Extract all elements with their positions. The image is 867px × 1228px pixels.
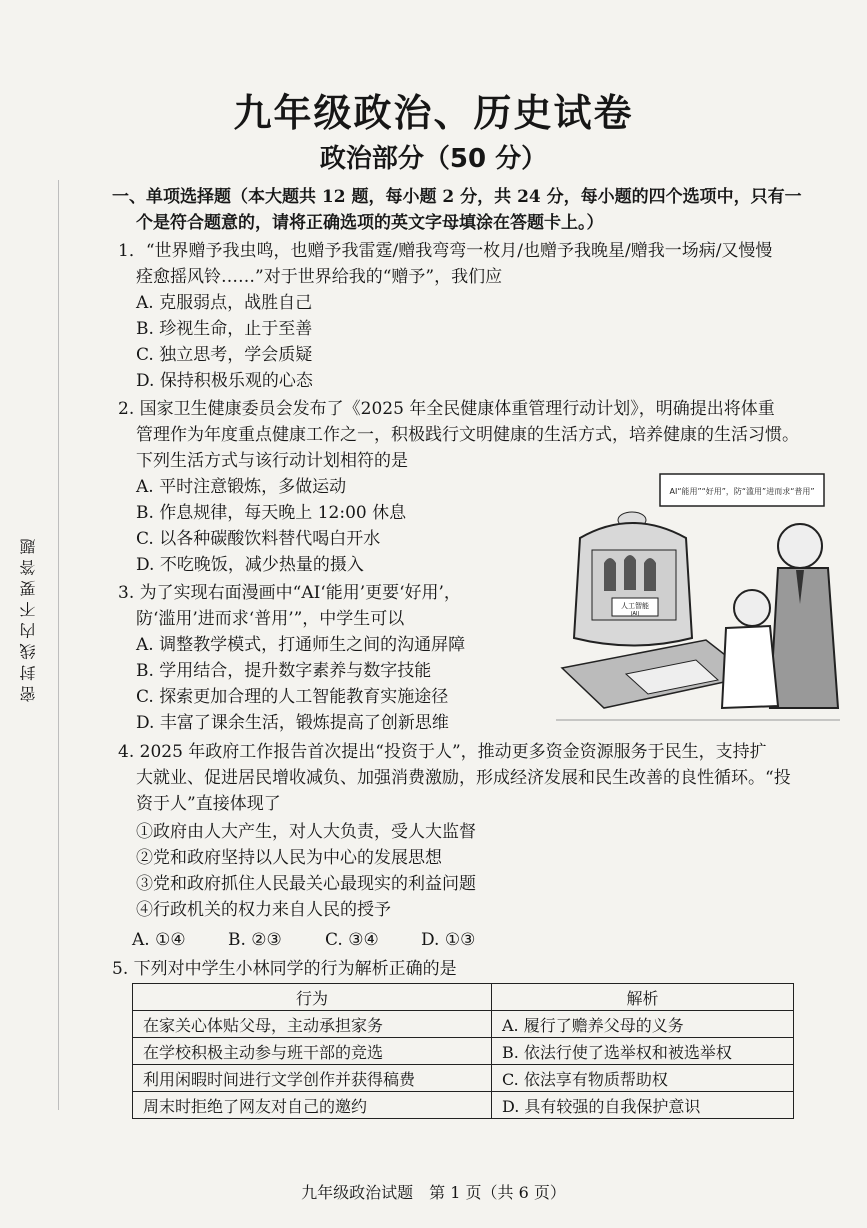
table-header-analysis: 解析 <box>492 984 794 1011</box>
q1-option-d: D. 保持积极乐观的心态 <box>136 371 313 391</box>
analysis-cell: C. 依法享有物质帮助权 <box>492 1065 794 1092</box>
page-footer: 九年级政治试题 第 1 页（共 6 页） <box>301 1183 566 1202</box>
ai-education-comic <box>556 468 840 730</box>
table-row <box>133 1092 794 1119</box>
q4-option-c: C. ③④ <box>325 930 379 950</box>
q4-stem-line1: 4. 2025 年政府工作报告首次提出“投资于人”，推动更多资金资源服务于民生，支持扩 <box>118 742 767 762</box>
q3-option-d: D. 丰富了课余生活，锻炼提高了创新思维 <box>136 713 449 733</box>
q2-option-b: B. 作息规律，每天晚上 12:00 休息 <box>136 503 407 523</box>
comic-speech-text: AI“能用”“好用”，防“滥用”进而求“普用” <box>669 487 815 496</box>
q4-stem-line3: 资于人”直接体现了 <box>136 794 281 814</box>
q2-option-a: A. 平时注意锻炼，多做运动 <box>136 477 347 497</box>
q1-option-b: B. 珍视生命，止于至善 <box>136 319 313 339</box>
q1-stem-line1: 1．“世界赠予我虫鸣，也赠予我雷霆/赠我弯弯一枚月/也赠予我晚星/赠我一场病/又慢慢 <box>118 241 773 261</box>
table-header-behavior: 行为 <box>133 984 492 1011</box>
behavior-cell: 利用闲暇时间进行文学创作并获得稿费 <box>133 1065 492 1092</box>
q2-stem-line1: 2. 国家卫生健康委员会发布了《2025 年全民健康体重管理行动计划》，明确提出将体重 <box>118 399 775 419</box>
q2-option-d: D. 不吃晚饭，减少热量的摄入 <box>136 555 364 575</box>
q4-option-b: B. ②③ <box>228 930 282 950</box>
q4-item-4: ④行政机关的权力来自人民的授予 <box>136 900 391 920</box>
q3-option-c: C. 探索更加合理的人工智能教育实施途径 <box>136 687 449 707</box>
comic-screen-sub: (AI) <box>630 611 640 617</box>
q4-item-1: ①政府由人大产生，对人大负责，受人大监督 <box>136 822 476 842</box>
behavior-cell: 在家关心体贴父母，主动承担家务 <box>133 1011 492 1038</box>
binding-line <box>58 180 59 1110</box>
page-title: 九年级政治、历史试卷 <box>233 91 634 135</box>
q1-option-c: C. 独立思考，学会质疑 <box>136 345 313 365</box>
q2-option-c: C. 以各种碳酸饮料替代喝白开水 <box>136 529 381 549</box>
table-row <box>133 1011 794 1038</box>
analysis-cell: D. 具有较强的自我保护意识 <box>492 1092 794 1119</box>
q4-item-2: ②党和政府坚持以人民为中心的发展思想 <box>136 848 442 868</box>
behavior-cell: 在学校积极主动参与班干部的竞选 <box>133 1038 492 1065</box>
behavior-cell: 周末时拒绝了网友对自己的邀约 <box>133 1092 492 1119</box>
section1-header-line1: 一、单项选择题（本大题共 12 题，每小题 2 分，共 24 分，每小题的四个选项中，只有一 <box>112 187 802 207</box>
table-row <box>133 1038 794 1065</box>
q4-option-d: D. ①③ <box>421 930 476 950</box>
q3-stem-line1: 3. 为了实现右面漫画中“AI‘能用’更要‘好用’， <box>118 583 461 603</box>
q3-option-b: B. 学用结合，提升数字素养与数字技能 <box>136 661 432 681</box>
q5-stem: 5. 下列对中学生小林同学的行为解析正确的是 <box>112 959 457 979</box>
q3-stem-line2: 防‘滥用’进而求‘普用’”，中学生可以 <box>136 609 405 629</box>
q2-stem-line3: 下列生活方式与该行动计划相符的是 <box>136 451 408 471</box>
section1-header-line2: 个是符合题意的，请将正确选项的英文字母填涂在答题卡上。） <box>136 213 604 233</box>
q2-stem-line2: 管理作为年度重点健康工作之一，积极践行文明健康的生活方式，培养健康的生活习惯。 <box>136 425 799 445</box>
comic-screen-label: 人工智能 <box>621 602 649 610</box>
q4-option-a: A. ①④ <box>132 930 186 950</box>
analysis-cell: B. 依法行使了选举权和被选举权 <box>492 1038 794 1065</box>
section-title: 政治部分（50 分） <box>319 144 548 174</box>
q1-stem-line2: 痊愈摇风铃……”对于世界给我的“赠予”，我们应 <box>136 267 503 287</box>
q1-option-a: A. 克服弱点，战胜自己 <box>136 293 313 313</box>
q3-option-a: A. 调整教学模式，打通师生之间的沟通屏障 <box>136 635 466 655</box>
side-seal-note: 密 封 线 内 不 要 答 题 <box>19 538 38 702</box>
behavior-analysis-table <box>132 983 794 1119</box>
q4-stem-line2: 大就业、促进居民增收减负、加强消费激励，形成经济发展和民生改善的良性循环。“投 <box>136 768 791 788</box>
q4-item-3: ③党和政府抓住人民最关心最现实的利益问题 <box>136 874 476 894</box>
table-header-row <box>133 984 794 1011</box>
table-row <box>133 1065 794 1092</box>
analysis-cell: A. 履行了赡养父母的义务 <box>492 1011 794 1038</box>
